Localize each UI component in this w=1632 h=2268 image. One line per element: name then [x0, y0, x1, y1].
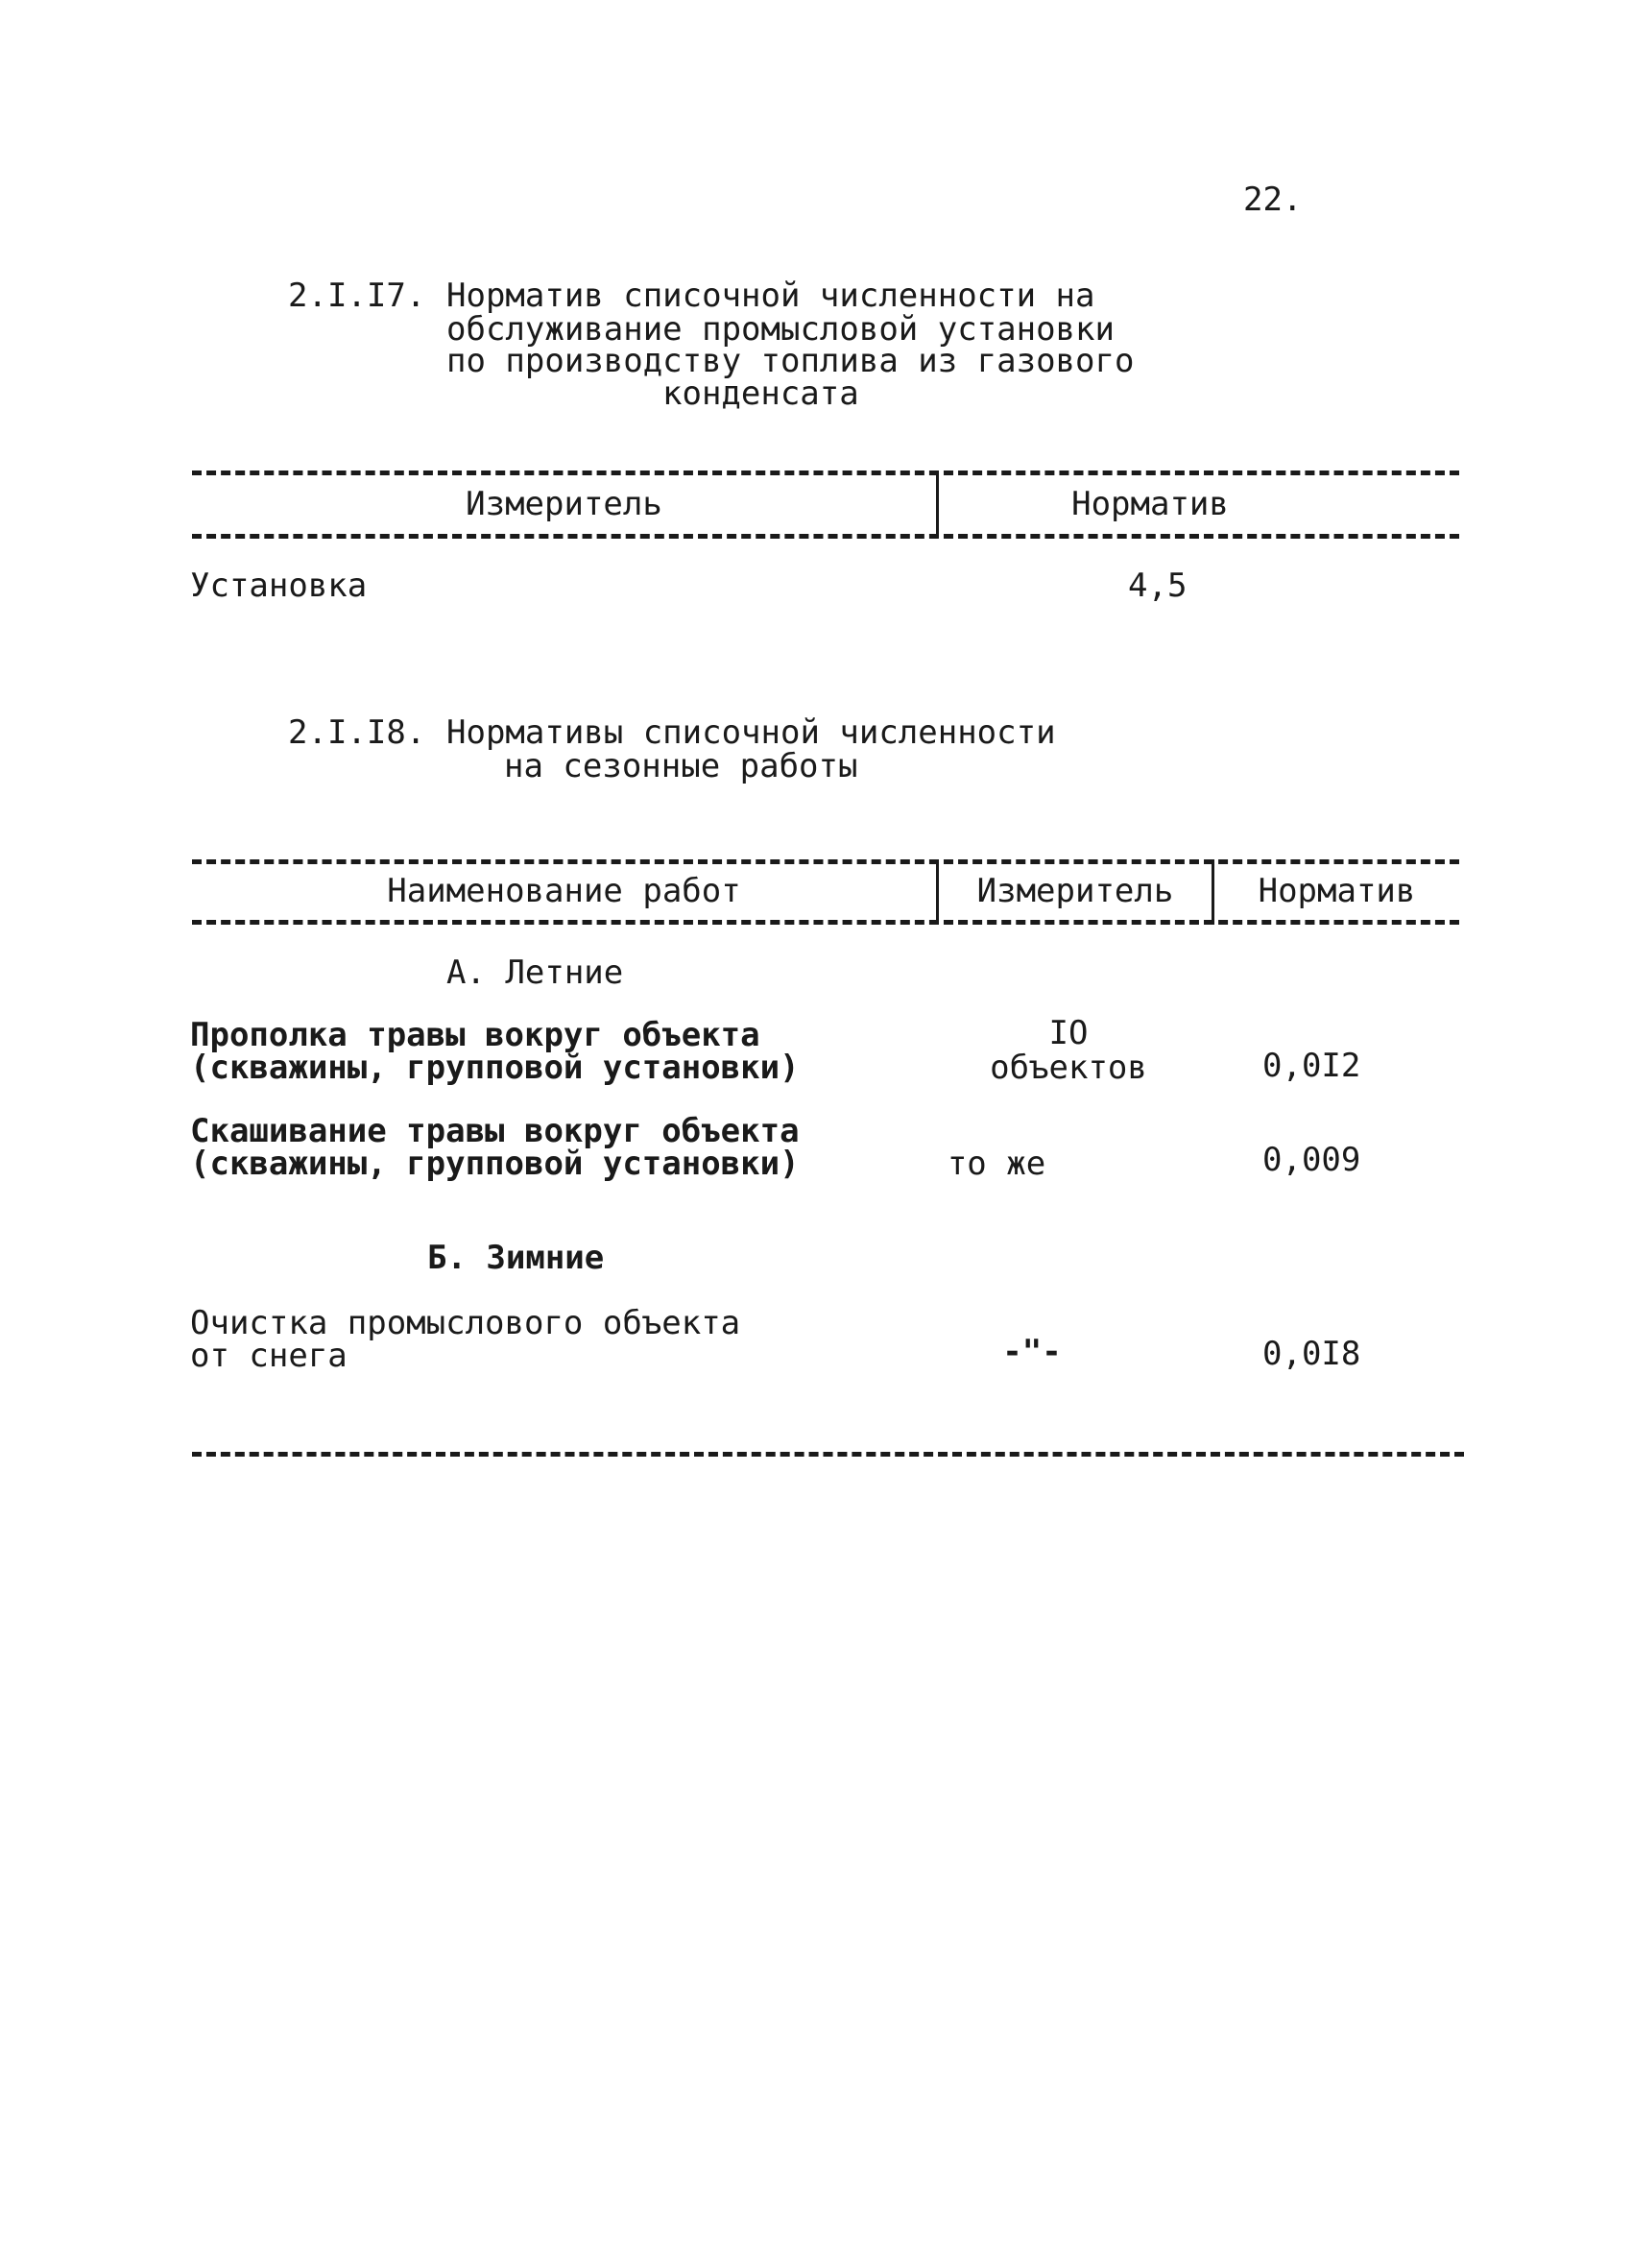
section-17-title-line-1: Норматив списочной численности на	[446, 277, 1095, 315]
group-winter-label: Б. Зимние	[427, 1239, 605, 1277]
group-summer-label: А. Летние	[446, 953, 624, 992]
row-1-name-line-2: (скважины, групповой установки)	[190, 1049, 800, 1087]
table-17-header-rule	[192, 534, 1459, 539]
row-1-unit-line-1: IO	[1048, 1014, 1089, 1052]
table-17-row-measure: Установка	[190, 567, 368, 605]
table-18-header-unit: Измеритель	[976, 872, 1174, 910]
row-3-unit: -"-	[1002, 1333, 1062, 1371]
table-17-top-rule	[192, 470, 1459, 475]
table-18-top-rule	[192, 859, 1459, 864]
row-3-name-line-2: от снега	[190, 1337, 348, 1375]
row-2-norm: 0,009	[1262, 1141, 1361, 1179]
row-1-unit-line-2: объектов	[990, 1049, 1147, 1087]
row-3-name-line-1: Очистка промыслового объекта	[190, 1304, 741, 1342]
row-2-name-line-2: (скважины, групповой установки)	[190, 1145, 800, 1183]
section-17-title-line-4: конденсата	[662, 374, 859, 413]
row-2-name-line-1: Скашивание травы вокруг объекта	[190, 1112, 800, 1150]
section-18-title-line-1: Нормативы списочной численности	[446, 713, 1056, 752]
table-17-header-norm: Норматив	[1071, 485, 1229, 523]
table-18-header-rule	[192, 920, 1459, 925]
row-1-norm: 0,0I2	[1262, 1047, 1361, 1085]
section-18-number: 2.I.I8.	[288, 713, 426, 752]
table-18-bottom-rule	[192, 1452, 1464, 1457]
section-17-number: 2.I.I7.	[288, 277, 426, 315]
row-1-name-line-1: Прополка травы вокруг объекта	[190, 1016, 760, 1054]
row-3-norm: 0,0I8	[1262, 1335, 1361, 1373]
table-18-header-name: Наименование работ	[387, 872, 741, 910]
section-18-title-line-2: на сезонные работы	[504, 747, 858, 785]
row-2-unit: то же	[947, 1145, 1046, 1183]
page-number: 22.	[1243, 181, 1303, 219]
section-17-title-line-2: обслуживание промысловой установки	[446, 310, 1115, 349]
section-17-title-line-3: по производству топлива из газового	[446, 342, 1135, 380]
table-17-header-measure: Измеритель	[466, 485, 662, 523]
table-18-header-norm: Норматив	[1258, 872, 1416, 910]
table-17-row-norm: 4,5	[1128, 567, 1188, 605]
